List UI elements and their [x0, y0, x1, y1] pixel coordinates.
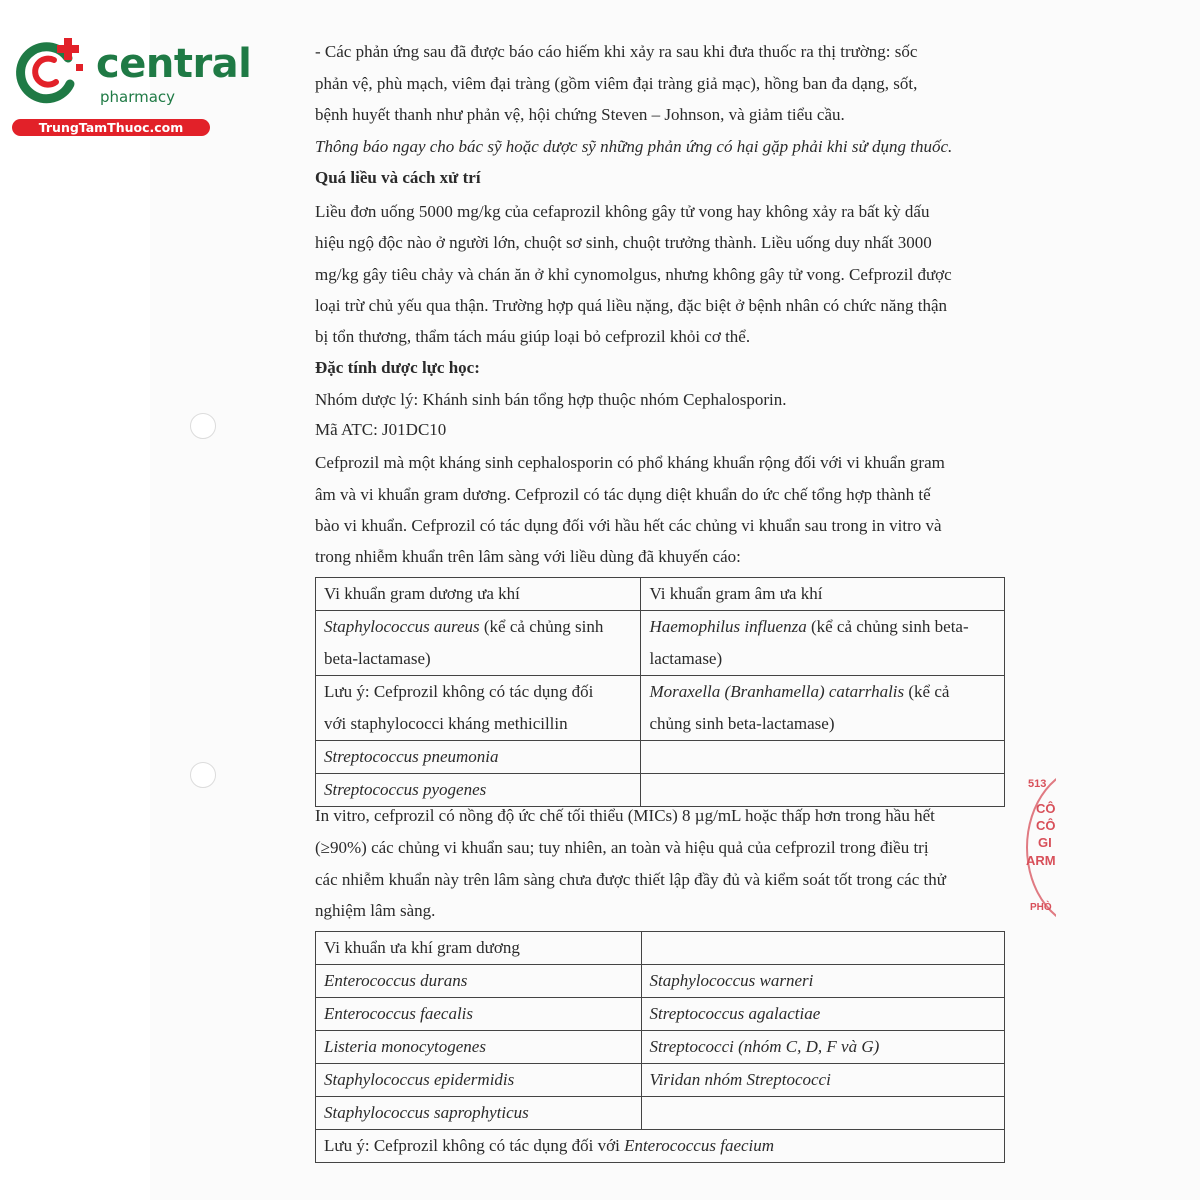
- species-name: Haemophilus influenza: [649, 617, 807, 636]
- paragraph-line: In vitro, cefprozil có nồng độ ức chế tối thiểu (MICs) 8 µg/mL hoặc thấp hơn trong hầu hết: [315, 806, 935, 825]
- brand-url[interactable]: TrungTamThuoc.com: [12, 119, 210, 136]
- cell-text: Lưu ý: Cefprozil không có tác dụng đối: [324, 682, 594, 701]
- paragraph-line: hiệu ngộ độc nào ở người lớn, chuột sơ sinh, chuột trưởng thành. Liều uống duy nhất 3000: [315, 233, 932, 252]
- bacteria-table-1: [315, 577, 1005, 807]
- stamp-text: 513: [1028, 778, 1047, 790]
- table-cell: [316, 676, 641, 741]
- table-row: [316, 998, 1005, 1031]
- paragraph-line: Mã ATC: J01DC10: [315, 420, 447, 439]
- stamp-text: ARM: [1026, 853, 1056, 868]
- paragraph-line: nghiệm lâm sàng.: [315, 901, 436, 920]
- cell-text: với staphylococci kháng methicillin: [324, 714, 568, 733]
- table-row: [316, 1130, 1005, 1163]
- cell-text: beta-lactamase): [324, 649, 431, 668]
- paragraph-line: Nhóm dược lý: Khánh sinh bán tổng hợp thuộc nhóm Cephalosporin.: [315, 390, 787, 409]
- table-row: [316, 1064, 1005, 1097]
- paragraph-line: mg/kg gây tiêu chảy và chán ăn ở khỉ cynomolgus, nhưng không gây tử vong. Cefprozil được: [315, 265, 952, 284]
- species-name: Staphylococcus saprophyticus: [324, 1103, 529, 1122]
- cell-text: (kể cả chủng sinh: [479, 617, 604, 636]
- section-heading: Quá liều và cách xử trí: [315, 168, 481, 187]
- table-row: [316, 578, 1005, 611]
- paragraph-line: trong nhiễm khuẩn trên lâm sàng với liều dùng đã khuyến cáo:: [315, 547, 741, 566]
- table-cell: [641, 676, 1005, 741]
- table-row: [316, 1097, 1005, 1130]
- species-name: Enterococcus faecium: [624, 1136, 775, 1155]
- species-name: Staphylococcus warneri: [649, 971, 814, 990]
- brand-sub: pharmacy: [100, 88, 176, 106]
- table-cell: [316, 611, 641, 676]
- species-name: Streptococcus agalactiae: [649, 1004, 821, 1023]
- table-row: [316, 932, 1005, 965]
- species-name: Streptococci (nhóm C, D, F và G): [649, 1037, 880, 1056]
- table-cell: [641, 998, 1004, 1031]
- stamp-text: CÔ: [1036, 818, 1056, 833]
- species-name: Enterococcus durans: [324, 971, 468, 990]
- paragraph-line: bào vi khuẩn. Cefprozil có tác dụng đối với hầu hết các chủng vi khuẩn sau trong in vitro và: [315, 516, 942, 535]
- paragraph-line: âm và vi khuẩn gram dương. Cefprozil có tác dụng diệt khuẩn do ức chế tổng hợp thành tế: [315, 485, 931, 504]
- table-cell: [316, 1064, 642, 1097]
- table-cell: [316, 1031, 642, 1064]
- table-cell: [316, 774, 641, 807]
- species-name: Moraxella (Branhamella) catarrhalis: [649, 682, 905, 701]
- paragraph-line: - Các phản ứng sau đã được báo cáo hiếm khi xảy ra sau khi đưa thuốc ra thị trường: sốc: [315, 42, 918, 61]
- bacteria-table-2: [315, 931, 1005, 1163]
- stamp-text: CÔ: [1036, 801, 1056, 816]
- table-cell: [641, 1064, 1004, 1097]
- table-header-cell: [641, 932, 1004, 965]
- table-row: [316, 611, 1005, 676]
- table-row: [316, 676, 1005, 741]
- table-cell: [641, 965, 1004, 998]
- cell-text: lactamase): [649, 649, 723, 668]
- table-cell: [641, 774, 1005, 807]
- table-note-cell: [316, 1130, 1005, 1163]
- punch-hole: [190, 413, 216, 439]
- cell-text: chủng sinh beta-lactamase): [649, 714, 835, 733]
- table-cell: [641, 1097, 1004, 1130]
- table-header-cell: [316, 578, 641, 611]
- paragraph-line: bị tổn thương, thẩm tách máu giúp loại bỏ cefprozil khỏi cơ thể.: [315, 327, 751, 346]
- table-cell: [316, 1097, 642, 1130]
- table-header-cell: [641, 578, 1005, 611]
- cell-text: (kể cả chủng sinh beta-: [806, 617, 969, 636]
- paragraph-line: các nhiễm khuẩn này trên lâm sàng chưa được thiết lập đầy đủ và kiểm soát tốt trong các thử: [315, 870, 946, 889]
- brand-logo[interactable]: [10, 36, 252, 136]
- paragraph-line: phản vệ, phù mạch, viêm đại tràng (gồm viêm đại tràng giả mạc), hồng ban đa dạng, sốt,: [315, 74, 918, 93]
- table-row: [316, 741, 1005, 774]
- species-name: Staphylococcus aureus: [324, 617, 480, 636]
- table-cell: [641, 1031, 1004, 1064]
- table-cell: [316, 741, 641, 774]
- table-cell: [316, 965, 642, 998]
- cell-text: Vi khuẩn ưa khí gram dương: [324, 938, 520, 957]
- paragraph-line: Liều đơn uống 5000 mg/kg của cefaprozil không gây tử vong hay không xảy ra bất kỳ dấu: [315, 202, 930, 221]
- stamp-text: GI: [1038, 835, 1052, 850]
- species-name: Viridan nhóm Streptococci: [649, 1070, 831, 1089]
- cell-text: Lưu ý: Cefprozil không có tác dụng đối với: [324, 1136, 625, 1155]
- paragraph-line: (≥90%) các chủng vi khuẩn sau; tuy nhiên, an toàn và hiệu quả của cefprozil trong điều trị: [315, 838, 929, 857]
- brand-name: central: [96, 41, 252, 87]
- table-cell: [316, 998, 642, 1031]
- cell-text: (kể cả: [904, 682, 950, 701]
- stamp-text: PHÒ: [1030, 902, 1052, 913]
- cell-text: Vi khuẩn gram dương ưa khí: [324, 584, 520, 603]
- table-cell: [641, 611, 1005, 676]
- table-row: [316, 774, 1005, 807]
- species-name: Streptococcus pyogenes: [324, 780, 487, 799]
- paragraph-line: Cefprozil mà một kháng sinh cephalosporin có phổ kháng khuẩn rộng đối với vi khuẩn gram: [315, 453, 945, 472]
- paragraph-line: loại trừ chủ yếu qua thận. Trường hợp quá liều nặng, đặc biệt ở bệnh nhân có chức năng thận: [315, 296, 947, 315]
- table-header-cell: [316, 932, 642, 965]
- species-name: Staphylococcus epidermidis: [324, 1070, 515, 1089]
- red-stamp: [1026, 765, 1056, 930]
- section-heading: Đặc tính dược lực học:: [315, 358, 480, 377]
- species-name: Enterococcus faecalis: [324, 1004, 474, 1023]
- cell-text: Vi khuẩn gram âm ưa khí: [649, 584, 823, 603]
- punch-hole: [190, 762, 216, 788]
- table-cell: [641, 741, 1005, 774]
- central-pharmacy-logo-icon: [10, 36, 90, 106]
- table-row: [316, 965, 1005, 998]
- species-name: Streptococcus pneumonia: [324, 747, 499, 766]
- warning-note: Thông báo ngay cho bác sỹ hoặc dược sỹ những phản ứng có hại gặp phải khi sử dụng thuốc.: [315, 137, 953, 156]
- species-name: Listeria monocytogenes: [324, 1037, 486, 1056]
- paragraph-line: bệnh huyết thanh như phản vệ, hội chứng Steven – Johnson, và giảm tiểu cầu.: [315, 105, 845, 124]
- table-row: [316, 1031, 1005, 1064]
